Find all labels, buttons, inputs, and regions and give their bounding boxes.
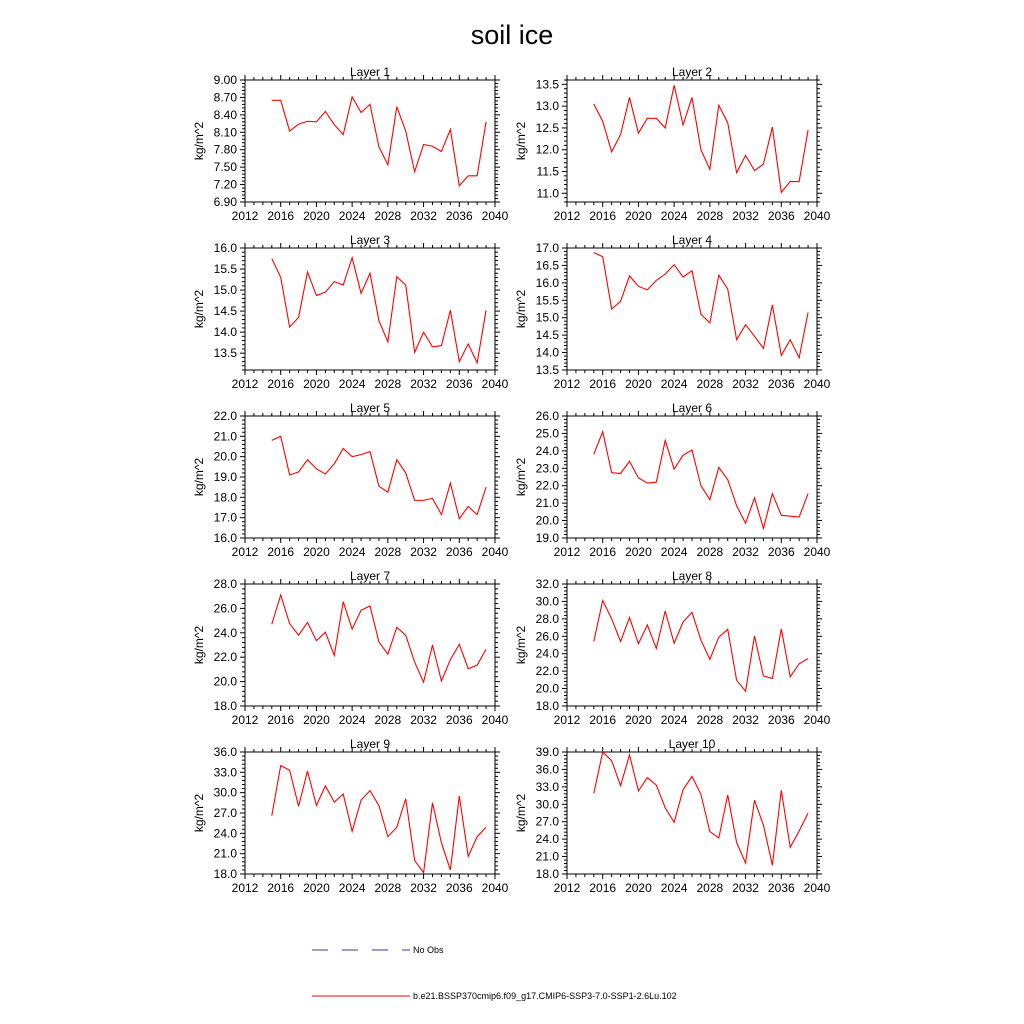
- y-axis-label: kg/m^2: [514, 289, 528, 329]
- x-tick-label: 2024: [338, 209, 366, 223]
- x-tick-label: 2012: [231, 209, 259, 223]
- y-tick-label: 16.0: [535, 275, 559, 290]
- x-tick-label: 2028: [696, 377, 724, 391]
- x-tick-label: 2020: [303, 545, 330, 559]
- x-tick-label: 2016: [267, 377, 295, 391]
- y-tick-label: 18.0: [213, 699, 237, 713]
- y-tick-label: 20.0: [213, 449, 237, 464]
- x-tick-label: 2028: [696, 545, 724, 559]
- x-tick-label: 2032: [732, 545, 759, 559]
- y-tick-label: 8.10: [213, 125, 237, 140]
- y-tick-label: 30.0: [535, 594, 559, 609]
- x-tick-label: 2032: [410, 545, 437, 559]
- x-tick-label: 2028: [374, 545, 402, 559]
- y-axis-label: kg/m^2: [514, 793, 528, 833]
- y-tick-label: 12.5: [535, 120, 559, 135]
- y-tick-label: 11.0: [536, 186, 559, 201]
- y-tick-label: 20.0: [535, 681, 559, 696]
- x-tick-label: 2012: [553, 881, 581, 895]
- x-tick-label: 2020: [303, 881, 330, 895]
- panel-layer-8: [514, 569, 831, 727]
- panels-grid: [192, 65, 831, 895]
- panel-title: Layer 5: [349, 401, 391, 415]
- x-tick-label: 2032: [410, 881, 437, 895]
- y-tick-label: 15.5: [213, 262, 237, 277]
- y-tick-label: 28.0: [213, 577, 237, 591]
- panel-title: Layer 3: [349, 233, 391, 247]
- x-tick-label: 2040: [481, 209, 509, 223]
- y-tick-label: 13.5: [535, 363, 559, 377]
- x-tick-label: 2036: [767, 377, 795, 391]
- y-tick-label: 32.0: [535, 577, 559, 591]
- y-tick-label: 24.0: [535, 443, 559, 458]
- y-tick-label: 30.0: [535, 797, 559, 812]
- y-tick-label: 13.0: [535, 99, 559, 114]
- panel-title: Layer 7: [349, 569, 391, 583]
- x-tick-label: 2040: [803, 545, 831, 559]
- panel-title: Layer 8: [671, 569, 713, 583]
- series-line: [594, 253, 808, 358]
- y-tick-label: 18.0: [535, 699, 559, 713]
- series-line: [594, 85, 808, 192]
- figure-title: soil ice: [470, 20, 554, 50]
- x-tick-label: 2032: [732, 713, 759, 727]
- series-line: [272, 595, 486, 682]
- x-tick-label: 2040: [803, 377, 831, 391]
- y-tick-label: 20.0: [535, 513, 559, 528]
- y-tick-label: 13.5: [213, 346, 237, 361]
- x-tick-label: 2036: [445, 881, 473, 895]
- plot-frame: [245, 80, 495, 202]
- x-tick-label: 2040: [481, 377, 509, 391]
- y-tick-label: 14.0: [535, 345, 559, 360]
- x-tick-label: 2016: [267, 209, 295, 223]
- x-tick-label: 2036: [445, 545, 473, 559]
- y-tick-label: 18.0: [535, 867, 559, 881]
- y-tick-label: 20.0: [213, 674, 237, 689]
- y-tick-label: 28.0: [535, 611, 559, 626]
- y-axis-label: kg/m^2: [514, 121, 528, 161]
- y-tick-label: 23.0: [535, 461, 559, 476]
- series-line: [594, 752, 808, 865]
- x-tick-label: 2036: [445, 377, 473, 391]
- x-tick-label: 2028: [696, 713, 724, 727]
- x-tick-label: 2016: [267, 713, 295, 727]
- y-tick-label: 24.0: [535, 832, 559, 847]
- x-tick-label: 2020: [625, 545, 652, 559]
- x-tick-label: 2032: [732, 377, 759, 391]
- x-tick-label: 2012: [553, 545, 581, 559]
- x-tick-label: 2036: [767, 545, 795, 559]
- x-tick-label: 2032: [410, 209, 437, 223]
- y-tick-label: 16.5: [535, 258, 559, 273]
- y-tick-label: 24.0: [213, 625, 237, 640]
- x-tick-label: 2024: [338, 545, 366, 559]
- x-tick-label: 2040: [803, 713, 831, 727]
- y-axis-label: kg/m^2: [192, 289, 206, 329]
- y-tick-label: 16.0: [213, 241, 237, 255]
- x-tick-label: 2036: [767, 881, 795, 895]
- y-tick-label: 14.0: [213, 325, 237, 340]
- panel-title: Layer 2: [671, 65, 713, 79]
- x-tick-label: 2028: [374, 881, 402, 895]
- y-tick-label: 9.00: [213, 73, 237, 87]
- plot-frame: [567, 752, 817, 874]
- panel-layer-2: [514, 65, 831, 223]
- y-tick-label: 8.40: [213, 107, 237, 122]
- x-tick-label: 2012: [553, 713, 581, 727]
- series-line: [272, 97, 486, 186]
- y-tick-label: 21.0: [213, 429, 237, 444]
- x-tick-label: 2024: [338, 713, 366, 727]
- x-tick-label: 2028: [374, 377, 402, 391]
- y-tick-label: 25.0: [535, 426, 559, 441]
- x-tick-label: 2024: [660, 209, 688, 223]
- panel-layer-9: [192, 737, 509, 895]
- x-tick-label: 2040: [481, 713, 509, 727]
- y-tick-label: 39.0: [535, 745, 559, 759]
- x-tick-label: 2040: [481, 881, 509, 895]
- x-tick-label: 2016: [589, 377, 617, 391]
- x-tick-label: 2036: [445, 713, 473, 727]
- x-tick-label: 2032: [732, 209, 759, 223]
- y-tick-label: 18.0: [213, 490, 237, 505]
- x-tick-label: 2012: [231, 545, 259, 559]
- x-tick-label: 2028: [374, 713, 402, 727]
- x-tick-label: 2020: [625, 377, 652, 391]
- x-tick-label: 2032: [410, 377, 437, 391]
- series-line: [272, 258, 486, 363]
- x-tick-label: 2016: [589, 545, 617, 559]
- y-tick-label: 30.0: [213, 785, 237, 800]
- y-tick-label: 36.0: [213, 745, 237, 759]
- y-tick-label: 12.0: [535, 142, 559, 157]
- y-tick-label: 27.0: [213, 806, 237, 820]
- y-tick-label: 14.5: [213, 304, 237, 319]
- x-tick-label: 2012: [231, 377, 259, 391]
- x-tick-label: 2024: [660, 881, 688, 895]
- panel-title: Layer 10: [668, 737, 716, 751]
- series-line: [272, 766, 486, 873]
- x-tick-label: 2036: [445, 209, 473, 223]
- y-tick-label: 27.0: [535, 814, 559, 829]
- y-tick-label: 17.0: [213, 510, 237, 525]
- y-tick-label: 19.0: [535, 531, 559, 545]
- y-tick-label: 22.0: [213, 409, 237, 423]
- y-tick-label: 18.0: [213, 867, 237, 881]
- y-tick-label: 7.50: [213, 160, 237, 175]
- y-tick-label: 22.0: [535, 478, 559, 493]
- x-tick-label: 2036: [767, 209, 795, 223]
- y-tick-label: 15.0: [213, 283, 237, 298]
- x-tick-label: 2016: [589, 713, 617, 727]
- x-tick-label: 2028: [696, 209, 724, 223]
- y-tick-label: 26.0: [535, 629, 559, 644]
- panel-title: Layer 6: [671, 401, 713, 415]
- x-tick-label: 2012: [231, 881, 259, 895]
- x-tick-label: 2020: [625, 713, 652, 727]
- x-tick-label: 2016: [589, 209, 617, 223]
- y-tick-label: 15.0: [535, 310, 559, 325]
- panel-layer-6: [514, 401, 831, 559]
- x-tick-label: 2020: [303, 713, 330, 727]
- y-axis-label: kg/m^2: [514, 625, 528, 665]
- panel-layer-10: [514, 737, 831, 895]
- y-axis-label: kg/m^2: [192, 457, 206, 497]
- y-tick-label: 11.5: [536, 164, 559, 179]
- x-tick-label: 2020: [303, 377, 330, 391]
- x-tick-label: 2032: [410, 713, 437, 727]
- y-tick-label: 26.0: [535, 409, 559, 423]
- x-tick-label: 2012: [553, 377, 581, 391]
- x-tick-label: 2016: [589, 881, 617, 895]
- panel-title: Layer 9: [349, 737, 391, 751]
- y-tick-label: 26.0: [213, 601, 237, 616]
- y-axis-label: kg/m^2: [192, 121, 206, 161]
- y-axis-label: kg/m^2: [192, 793, 206, 833]
- y-tick-label: 15.5: [535, 293, 559, 308]
- series-line: [594, 601, 808, 692]
- x-tick-label: 2024: [338, 881, 366, 895]
- y-axis-label: kg/m^2: [192, 625, 206, 665]
- series-line: [594, 432, 808, 529]
- legend: [312, 945, 677, 1001]
- x-tick-label: 2012: [553, 209, 581, 223]
- y-tick-label: 24.0: [535, 646, 559, 661]
- y-tick-label: 17.0: [535, 241, 559, 255]
- x-tick-label: 2036: [767, 713, 795, 727]
- panel-layer-7: [192, 569, 509, 727]
- y-tick-label: 24.0: [213, 826, 237, 841]
- y-tick-label: 21.0: [535, 849, 559, 864]
- y-tick-label: 7.20: [213, 177, 237, 192]
- x-tick-label: 2020: [625, 209, 652, 223]
- panel-layer-4: [514, 233, 831, 391]
- panel-layer-1: [192, 65, 509, 223]
- series-line: [272, 436, 486, 518]
- panel-layer-5: [192, 401, 509, 559]
- y-tick-label: 13.5: [535, 77, 559, 92]
- legend-model-label: b.e21.BSSP370cmip6.f09_g17.CMIP6-SSP3-7.0-SSP1-2.6Lu.102: [413, 991, 677, 1001]
- x-tick-label: 2020: [625, 881, 652, 895]
- x-tick-label: 2024: [660, 713, 688, 727]
- y-tick-label: 16.0: [213, 531, 237, 545]
- x-tick-label: 2040: [803, 881, 831, 895]
- y-tick-label: 33.0: [213, 765, 237, 780]
- plot-frame: [245, 416, 495, 538]
- y-tick-label: 21.0: [535, 496, 559, 511]
- panel-title: Layer 1: [349, 65, 391, 79]
- y-tick-label: 6.90: [213, 195, 237, 209]
- y-tick-label: 22.0: [535, 664, 559, 679]
- x-tick-label: 2040: [803, 209, 831, 223]
- y-tick-label: 8.70: [213, 90, 237, 105]
- x-tick-label: 2028: [696, 881, 724, 895]
- y-tick-label: 21.0: [213, 846, 237, 861]
- y-tick-label: 7.80: [213, 142, 237, 157]
- x-tick-label: 2016: [267, 545, 295, 559]
- x-tick-label: 2024: [338, 377, 366, 391]
- plot-frame: [567, 416, 817, 538]
- y-axis-label: kg/m^2: [514, 457, 528, 497]
- y-tick-label: 36.0: [535, 762, 559, 777]
- x-tick-label: 2016: [267, 881, 295, 895]
- x-tick-label: 2040: [481, 545, 509, 559]
- panel-title: Layer 4: [671, 233, 713, 247]
- y-tick-label: 14.5: [535, 328, 559, 343]
- x-tick-label: 2012: [231, 713, 259, 727]
- x-tick-label: 2024: [660, 377, 688, 391]
- plot-frame: [567, 584, 817, 706]
- x-tick-label: 2024: [660, 545, 688, 559]
- y-tick-label: 19.0: [213, 470, 237, 484]
- x-tick-label: 2032: [732, 881, 759, 895]
- x-tick-label: 2020: [303, 209, 330, 223]
- legend-no-obs-label: No Obs: [413, 945, 444, 955]
- panel-layer-3: [192, 233, 509, 391]
- y-tick-label: 22.0: [213, 650, 237, 665]
- y-tick-label: 33.0: [535, 779, 559, 794]
- x-tick-label: 2028: [374, 209, 402, 223]
